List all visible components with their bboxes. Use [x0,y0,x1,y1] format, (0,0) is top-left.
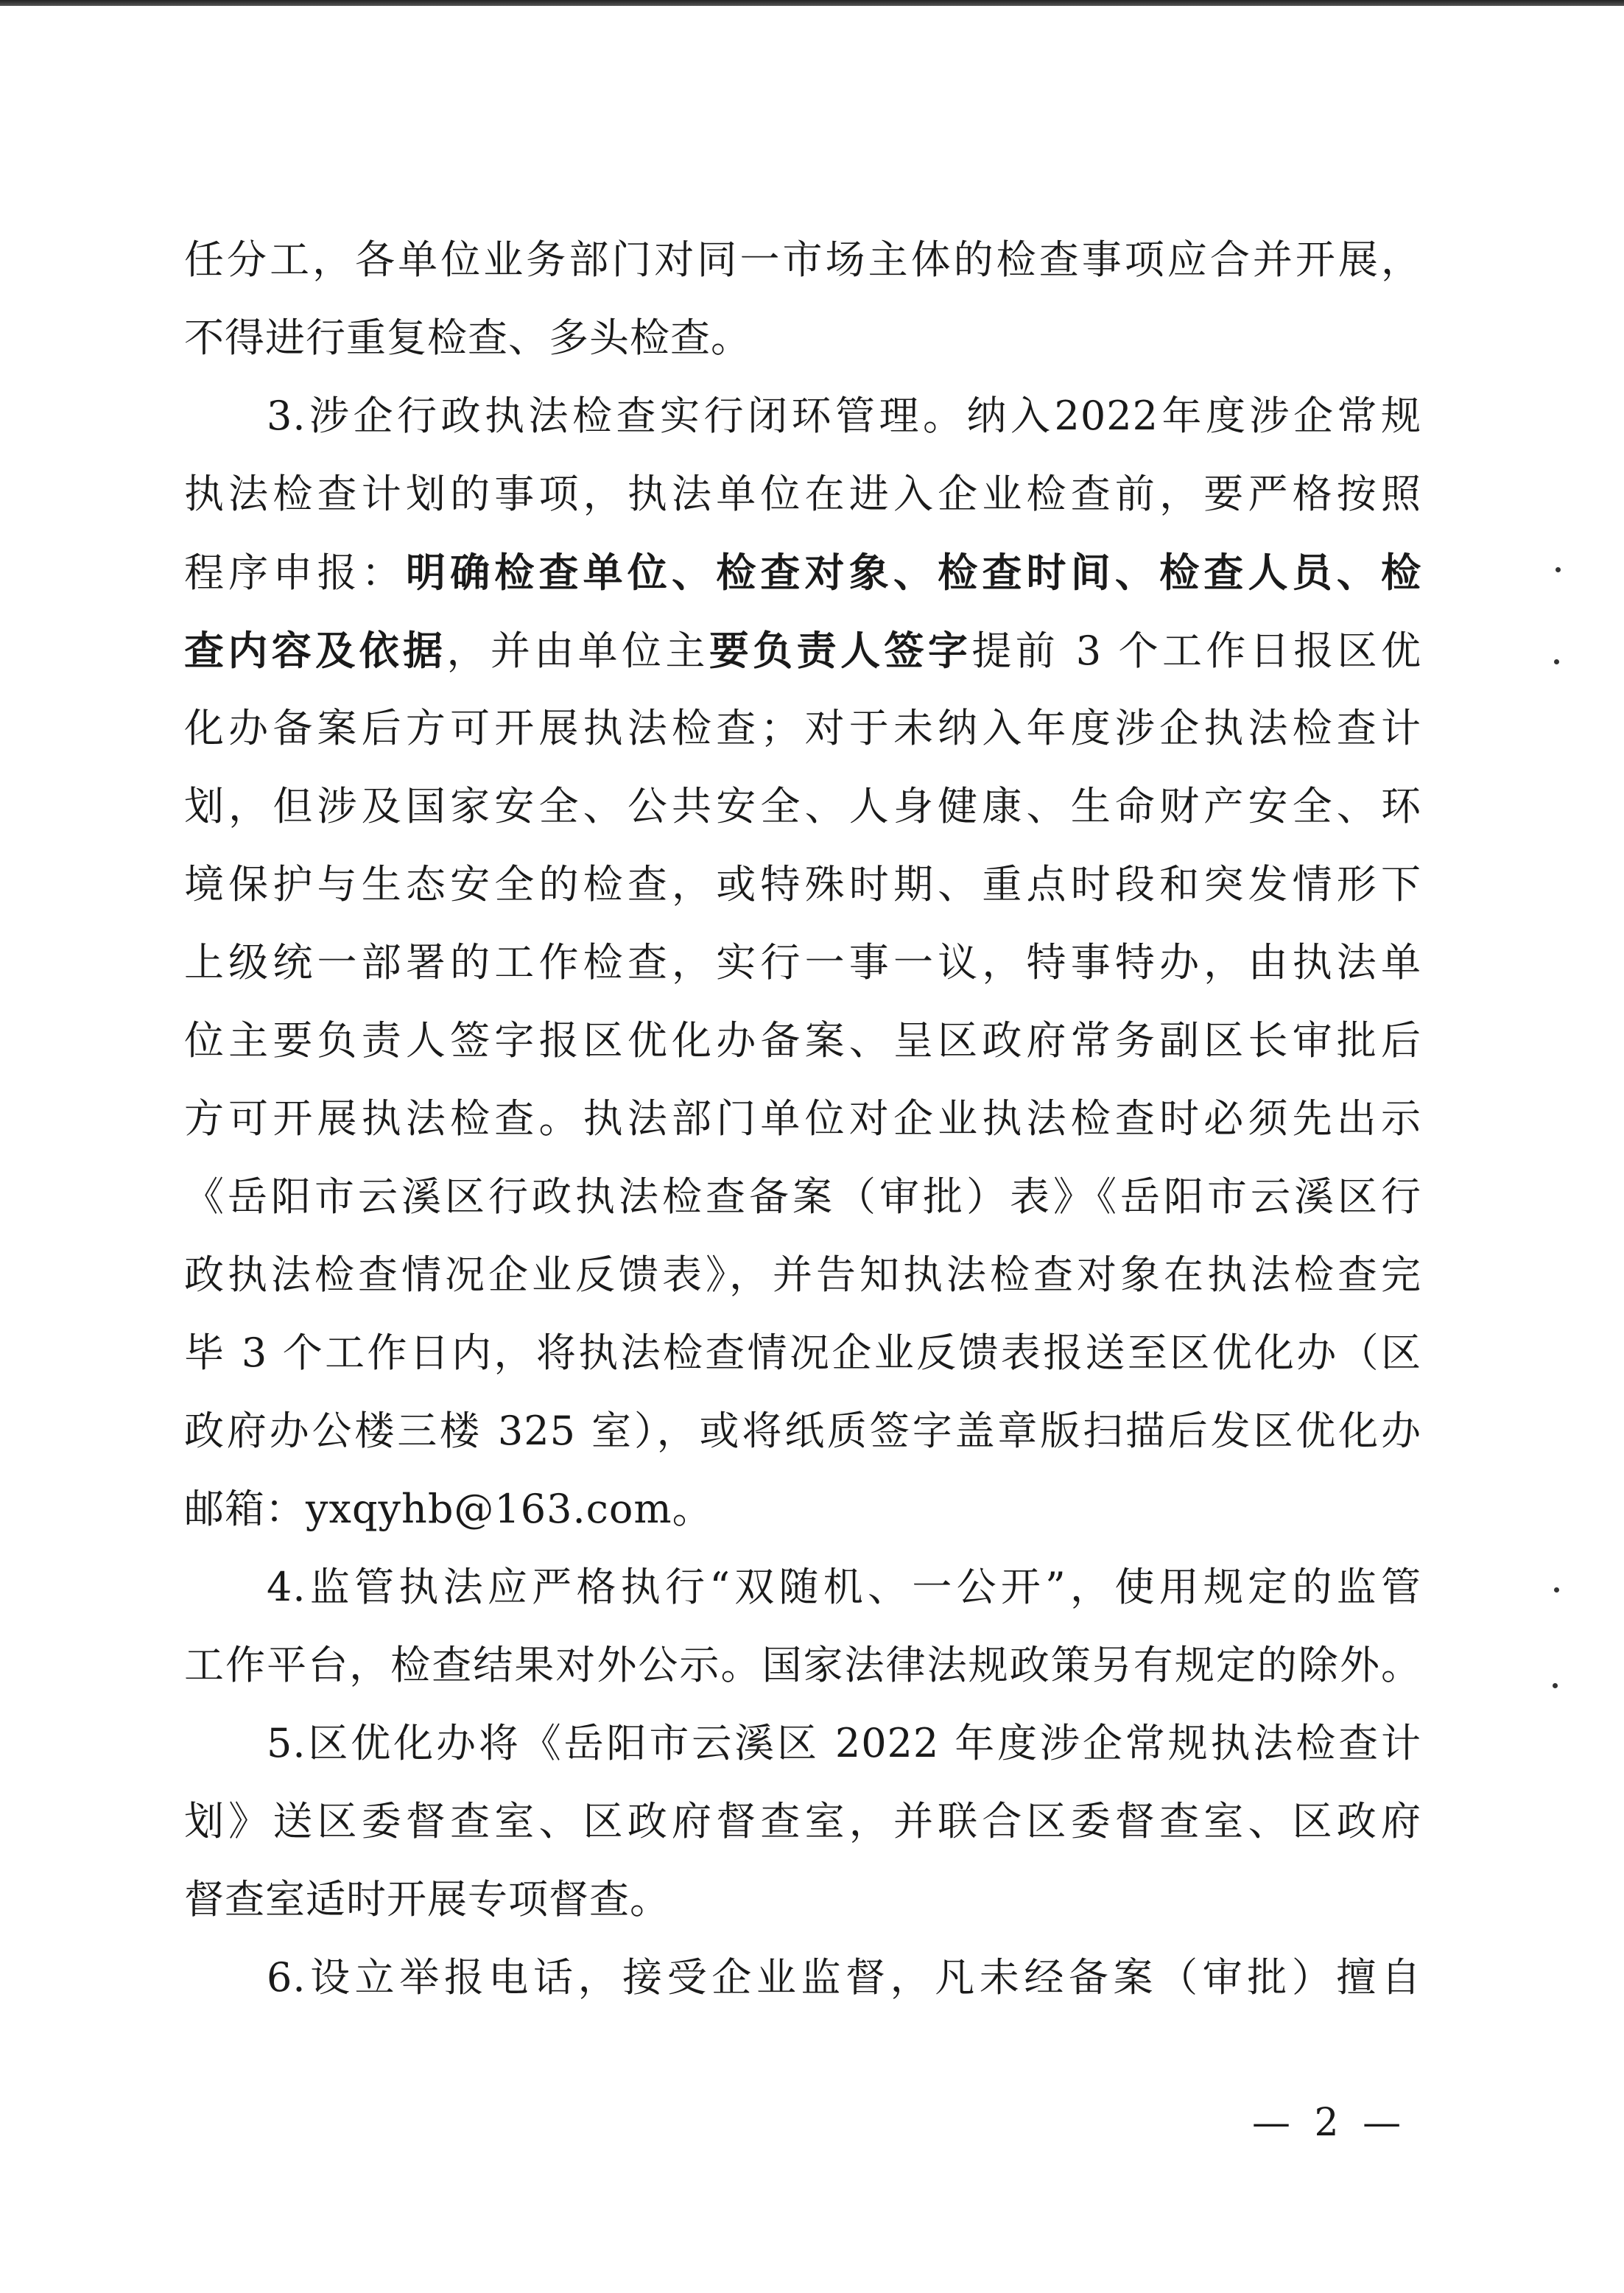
text-line: 5.区优化办将《岳阳市云溪区 2022 年度涉企常规执法检查计 [267,1720,1421,1766]
scan-speck [1554,659,1559,664]
text-line: 上级统一部署的工作检查，实行一事一议，特事特办，由执法单 [184,939,1421,986]
page-number: — 2 — [1252,2101,1407,2145]
bold-text-run: 查内容及依据 [184,627,447,674]
text-line: 6.设立举报电话，接受企业监督，凡未经备案（审批）擅自 [267,1954,1421,2001]
text-line: 化办备案后方可开展执法检查；对于未纳入年度涉企执法检查计 [184,705,1421,751]
scan-speck [1556,567,1561,572]
document-body [184,221,1421,2017]
text-run: 提前 3 个工作日报区优 [971,628,1422,674]
text-line: 《岳阳市云溪区行政执法检查备案（审批）表》《岳阳市云溪区行 [184,1173,1421,1220]
text-line: 方可开展执法检查。执法部门单位对企业执法检查时必须先出示 [184,1095,1421,1142]
text-line: 政府办公楼三楼 325 室），或将纸质签字盖章版扫描后发区优化办 [184,1408,1421,1454]
paragraph-item-3 [184,377,1421,1548]
text-line: 境保护与生态安全的检查，或特殊时期、重点时段和突发情形下 [184,861,1421,907]
text-line-mixed [184,533,1421,611]
text-line: 任分工，各单位业务部门对同一市场主体的检查事项应合并开展， [184,236,1421,283]
text-line: 邮箱：yxqyhb@163.com。 [184,1486,713,1532]
bold-text-run: 要负责人签字 [709,627,972,674]
text-line: 位主要负责人签字报区优化办备案、呈区政府常务副区长审批后 [184,1017,1421,1064]
text-line: 划》送区委督查室、区政府督查室，并联合区委督查室、区政府 [184,1798,1421,1844]
text-line: 执法检查计划的事项，执法单位在进入企业检查前，要严格按照 [184,471,1421,517]
text-line: 工作平台，检查结果对外公示。国家法律法规政策另有规定的除外。 [184,1642,1421,1688]
top-scan-edge [0,0,1624,6]
text-run: 程序申报： [184,549,406,596]
text-line: 政执法检查情况企业反馈表》，并告知执法检查对象在执法检查完 [184,1251,1421,1298]
text-line-mixed [184,611,1421,689]
text-line: 不得进行重复检查、多头检查。 [184,315,751,361]
text-line: 督查室适时开展专项督查。 [184,1876,670,1922]
text-line: 毕 3 个工作日内，将执法检查情况企业反馈表报送至区优化办（区 [184,1330,1421,1376]
scan-speck [1554,1587,1559,1593]
text-line: 3.涉企行政执法检查实行闭环管理。纳入2022年度涉企常规 [267,393,1421,439]
text-run: ，并由单位主 [446,628,709,674]
paragraph-intro [184,221,1421,377]
bold-text-run: 明确检查单位、检查对象、检查时间、检查人员、检 [405,549,1422,596]
paragraph-item-6 [184,1939,1421,2017]
scan-speck [1553,1683,1558,1688]
paragraph-item-4 [184,1548,1421,1704]
text-line: 4.监管执法应严格执行“双随机、一公开”，使用规定的监管 [267,1564,1421,1610]
paragraph-item-5 [184,1704,1421,1939]
text-line: 划，但涉及国家安全、公共安全、人身健康、生命财产安全、环 [184,783,1421,829]
